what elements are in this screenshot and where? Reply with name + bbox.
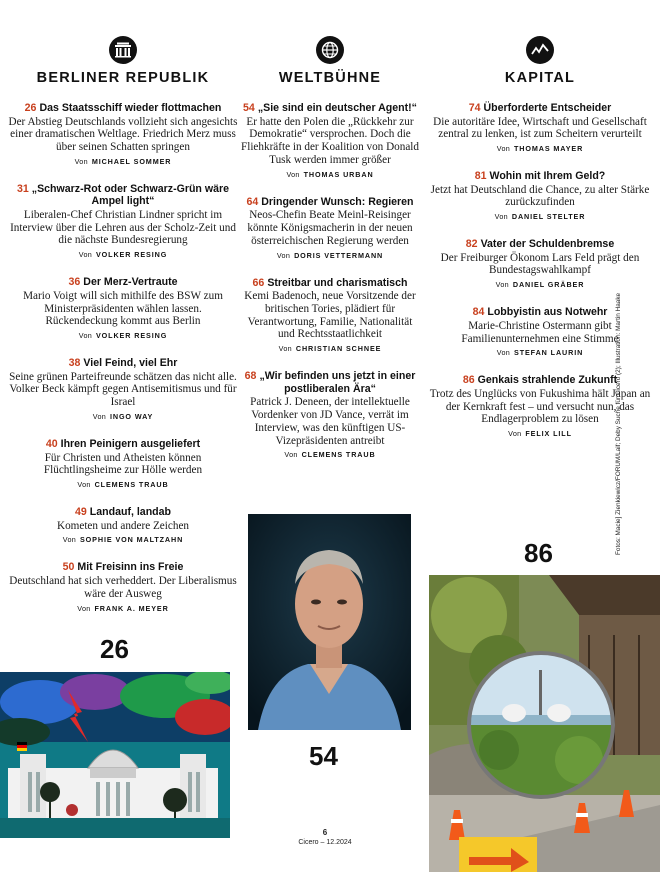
chart-line-icon <box>526 36 554 64</box>
article-entry[interactable] <box>240 277 420 354</box>
article-teaser: Neos-Chefin Beate Meinl-Reisinger könnte Königsmacherin in der neuen österreichischen Regierung werden <box>247 209 413 247</box>
article-teaser: Trotz des Unglücks von Fukushima hält Japan an der Kernkraft fest – und versucht nun, das Endlagerproblem zu lösen <box>429 387 651 426</box>
article-page-number: 40 <box>45 438 58 451</box>
article-entry[interactable] <box>8 276 238 340</box>
article-byline <box>424 144 656 153</box>
article-headline <box>8 276 238 289</box>
article-teaser: Die autoritäre Idee, Wirtschaft und Gesellschaft zentral zu lenken, ist zum Scheitern verurteilt <box>433 115 647 141</box>
author-name: CHRISTIAN SCHNEE <box>295 344 382 354</box>
byline-prefix: Von <box>77 480 91 490</box>
author-name: FELIX LILL <box>525 429 572 439</box>
article-title: Streitbar und charismatisch <box>267 276 408 289</box>
article-byline <box>8 331 238 340</box>
article-entry[interactable] <box>8 561 238 612</box>
article-headline <box>240 102 420 115</box>
article-byline <box>8 412 238 421</box>
article-headline <box>8 357 238 370</box>
byline-prefix: Von <box>78 250 93 260</box>
page-ref-middle: 54 <box>309 741 338 771</box>
article-teaser: Seine grünen Parteifreunde schätzen das nicht alle. Volker Beck kämpft gegen Antisemitismus und für Israel <box>9 370 237 409</box>
article-entry[interactable] <box>240 196 420 260</box>
article-byline <box>8 480 238 489</box>
article-teaser: Deutschland hat sich verheddert. Der Liberalismus wäre der Ausweg <box>9 574 237 600</box>
article-byline <box>240 170 420 179</box>
byline-prefix: Von <box>78 331 93 341</box>
byline-prefix: Von <box>494 212 508 222</box>
article-headline <box>8 506 238 519</box>
article-title: Viel Feind, viel Ehr <box>83 357 178 370</box>
article-teaser: Liberalen-Chef Christian Lindner spricht im Interview über die Lehren aus der Scholz-Zeit und die nächste Bundesregierung <box>10 208 236 247</box>
article-page-number: 54 <box>243 102 255 114</box>
article-page-number: 26 <box>24 102 37 114</box>
author-name: FRANK A. MEYER <box>94 603 169 613</box>
article-byline <box>8 604 238 613</box>
article-page-number: 31 <box>17 182 29 195</box>
author-name: DANIEL GRÄBER <box>512 280 585 290</box>
article-title: Der Merz-Vertraute <box>83 276 178 289</box>
byline-prefix: Von <box>496 144 511 154</box>
column-weltbuehne <box>240 36 420 476</box>
brandenburg-gate-icon <box>109 36 137 64</box>
page-number: 6 <box>322 828 328 837</box>
article-teaser: Kometen und andere Zeichen <box>56 519 190 532</box>
article-page-number: 64 <box>246 195 259 208</box>
article-headline <box>8 438 238 451</box>
article-title: Landauf, landab <box>89 506 172 519</box>
section-title: BERLINER REPUBLIK <box>36 70 210 86</box>
article-title: Genkais strahlende Zukunft <box>477 374 618 387</box>
reichstag-illustration <box>0 672 230 838</box>
article-page-number: 36 <box>68 276 81 289</box>
author-name: CLEMENS TRAUB <box>94 480 169 490</box>
article-byline <box>240 344 420 353</box>
author-name: MICHAEL SOMMER <box>91 156 172 166</box>
issue-label: Cicero – 12.2024 <box>298 839 352 846</box>
article-headline <box>240 277 420 290</box>
byline-prefix: Von <box>495 280 509 290</box>
article-entry[interactable] <box>240 370 420 459</box>
article-teaser: Jetzt hat Deutschland die Chance, zu alter Stärke zurückzufinden <box>430 183 650 209</box>
article-page-number: 66 <box>252 276 265 289</box>
article-teaser: Für Christen und Atheisten können Flüchtlingsheime zur Hölle werden <box>43 451 203 477</box>
article-page-number: 86 <box>462 374 475 387</box>
article-page-number: 68 <box>244 370 257 383</box>
column-berliner-republik <box>8 36 238 630</box>
entry-list <box>8 102 238 613</box>
article-teaser: Der Freiburger Ökonom Lars Feld prägt den Bundestagswahlkampf <box>440 251 640 277</box>
article-entry[interactable] <box>424 238 656 289</box>
author-name: STEFAN LAURIN <box>514 348 584 358</box>
article-byline <box>8 250 238 259</box>
article-byline <box>424 212 656 221</box>
byline-prefix: Von <box>276 250 291 260</box>
article-byline <box>8 157 238 166</box>
photo-credit: Fotos: Macie] Zienkiewicz/FORUM/Laif; Deby Suche für Cicero (2); Illustration: Martin Haake <box>615 292 622 555</box>
globe-icon <box>316 36 344 64</box>
author-name: SOPHIE VON MALTZAHN <box>79 535 184 545</box>
article-headline <box>8 561 238 574</box>
article-teaser: Mario Voigt will sich mithilfe des BSW zum Ministerpräsidenten wählen lassen. Rückendeckung kommt aus Berlin <box>23 289 223 328</box>
article-title: Dringender Wunsch: Regieren <box>261 195 414 208</box>
article-headline <box>424 102 656 115</box>
author-name: VOLKER RESING <box>95 250 168 260</box>
article-headline <box>8 183 238 208</box>
section-title: KAPITAL <box>504 70 576 86</box>
page-ref-right: 86 <box>524 538 553 568</box>
article-page-number: 49 <box>74 506 87 519</box>
article-headline <box>240 370 420 395</box>
author-name: INGO WAY <box>109 412 154 422</box>
page-ref-left: 26 <box>100 634 129 664</box>
article-title: Lobbyistin aus Notwehr <box>487 306 608 319</box>
article-page-number: 82 <box>465 238 478 251</box>
article-title: „Wir befinden uns jetzt in einer postliberalen Ära“ <box>259 370 416 395</box>
byline-prefix: Von <box>278 344 292 354</box>
article-page-number: 38 <box>68 357 81 370</box>
byline-prefix: Von <box>62 535 77 545</box>
article-page-number: 84 <box>472 306 485 319</box>
article-byline <box>240 450 420 459</box>
article-page-number: 50 <box>62 561 75 574</box>
article-title: Mit Freisinn ins Freie <box>77 561 184 574</box>
byline-prefix: Von <box>508 429 522 439</box>
article-headline <box>240 196 420 209</box>
article-byline <box>8 535 238 544</box>
entry-list <box>240 102 420 459</box>
article-entry[interactable] <box>8 357 238 421</box>
section-title: WELTBÜHNE <box>278 70 382 86</box>
article-teaser: Kemi Badenoch, neue Vorsitzende der britischen Tories, plädiert für Verantwortung, Familie, Nationalität und Rechtsstaatlichkeit <box>244 290 416 341</box>
article-entry[interactable] <box>424 170 656 221</box>
byline-prefix: Von <box>284 450 298 460</box>
article-teaser: Er hatte den Polen die „Rückkehr zur Demokratie“ versprochen. Doch die Fliehkräfte in der Koalition von Donald Tusk werden immer größer <box>240 115 420 166</box>
article-teaser: Marie-Christine Ostermann gibt Familienunternehmen eine Stimme <box>461 319 619 345</box>
byline-prefix: Von <box>77 603 91 613</box>
author-name: THOMAS MAYER <box>513 144 584 154</box>
article-headline <box>424 170 656 183</box>
article-teaser: Der Abstieg Deutschlands vollzieht sich angesichts einer dramatischen Weltlage. Friedrich Merz muss über seinen Schatten springen <box>8 115 238 154</box>
byline-prefix: Von <box>74 156 88 166</box>
article-entry[interactable] <box>8 506 238 544</box>
article-title: Überforderte Entscheider <box>483 102 612 114</box>
article-title: Vater der Schuldenbremse <box>480 238 615 251</box>
article-title: „Schwarz-Rot oder Schwarz-Grün wäre Ampel light“ <box>31 182 229 208</box>
author-name: THOMAS URBAN <box>303 169 374 179</box>
byline-prefix: Von <box>496 348 511 358</box>
author-name: CLEMENS TRAUB <box>301 450 376 460</box>
article-entry[interactable] <box>8 183 238 259</box>
article-title: „Sie sind ein deutscher Agent!“ <box>257 102 417 114</box>
author-name: DORIS VETTERMANN <box>294 250 384 260</box>
article-entry[interactable] <box>424 102 656 153</box>
article-title: Wohin mit Ihrem Geld? <box>489 170 606 183</box>
article-headline <box>8 102 238 115</box>
byline-prefix: Von <box>92 412 107 422</box>
article-entry[interactable] <box>8 102 238 166</box>
author-name: DANIEL STELTER <box>511 212 586 222</box>
author-name: VOLKER RESING <box>95 331 168 341</box>
article-entry[interactable] <box>8 438 238 489</box>
article-title: Ihren Peinigern ausgeliefert <box>60 438 201 451</box>
article-byline <box>240 251 420 260</box>
article-title: Das Staatsschiff wieder flottmachen <box>39 102 222 114</box>
article-byline <box>424 280 656 289</box>
article-page-number: 74 <box>468 102 481 114</box>
article-page-number: 81 <box>474 170 487 183</box>
article-teaser: Patrick J. Deneen, der intellektuelle Vordenker von JD Vance, verrät im Interview, was den künftigen US-Vizepräsidenten antreibt <box>250 396 410 447</box>
nuclear-plant-photo <box>429 575 660 872</box>
article-entry[interactable] <box>240 102 420 179</box>
byline-prefix: Von <box>286 169 300 179</box>
article-headline <box>424 238 656 251</box>
portrait-photo <box>248 514 411 730</box>
